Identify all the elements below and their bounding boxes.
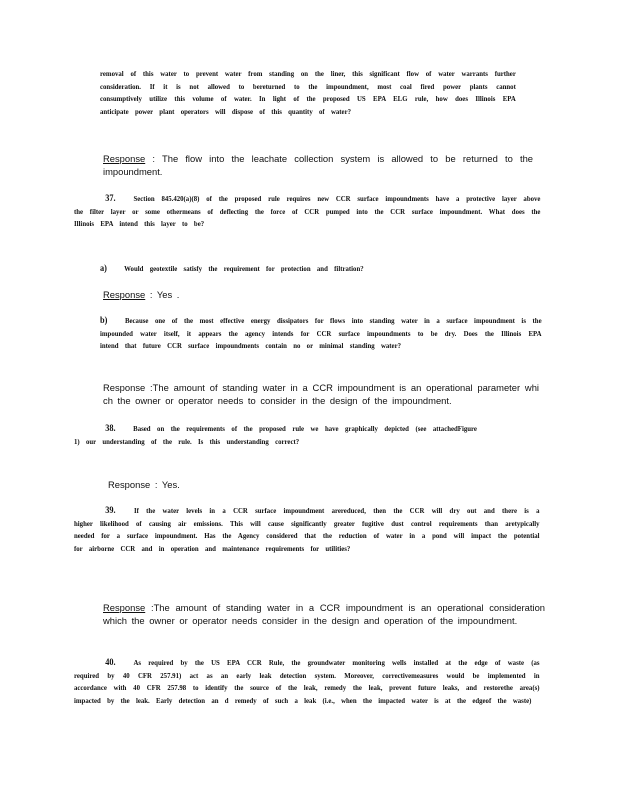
response-label: Response bbox=[103, 602, 146, 613]
subquestion-letter: b) bbox=[100, 315, 108, 325]
response-text: : Yes. bbox=[154, 479, 180, 490]
subquestion-text: Would geotextile satisfy the requirement for protection and filtration? bbox=[124, 264, 364, 273]
question-text: Section 845.420(a)(8) of the proposed rule requires new CCR surface impoundments have a protective layer above the filter layer or some othermeans of deflecting the force of CCR pumped into the CCR surface impoundment. What does the Illinois EPA intend this layer to be? bbox=[74, 194, 541, 229]
question-37b bbox=[100, 314, 542, 353]
response-label: Response bbox=[103, 289, 146, 300]
question-38 bbox=[74, 422, 477, 448]
question-text: removal of this water to prevent water from standing on the liner, this significant flow of water warrants further consideration. If it is not allowed to bereturned to the impoundment, most coal fired power plants cannot consumptively utilize this volume of water. In light of the proposed US EPA ELG rule, how does Illinois EPA anticipate power plant operators will dispose of this quantity of water? bbox=[100, 69, 516, 116]
question-number: 39. bbox=[105, 505, 116, 515]
subquestion-text: Because one of the most effective energy dissipators for flows into standing water in a surface impoundment is the impounded water itself, it appears the agency intends for CCR surface impoundments to be dry. Does the Illinois EPA intend that future CCR surface impoundments contain no or minimal standing water? bbox=[100, 316, 542, 351]
question-text: As required by the US EPA CCR Rule, the groundwater monitoring wells installed at the edge of waste (as required by 40 CFR 257.91) act as an early leak detection system. Moreover, correctivemeasures would be implemented in accordance with 40 CFR 257.98 to identify the source of the leak, remedy the leak, prevent future leaks, and restorethe area(s) impacted by the leak. Early detection an d remedy of such a leak (i.e., when the impacted water is at the edgeof the waste) bbox=[74, 658, 540, 705]
response-paragraph bbox=[103, 152, 533, 178]
response-text: :The amount of standing water in a CCR impoundment is an operational consideration which the owner or operator needs consider in the design and operation of the impoundment. bbox=[103, 602, 546, 627]
question-37a bbox=[100, 262, 486, 276]
question-continuation bbox=[100, 68, 516, 118]
response-label: Response bbox=[108, 479, 151, 490]
question-number: 37. bbox=[105, 193, 116, 203]
subquestion-letter: a) bbox=[100, 263, 107, 273]
response-label: Response bbox=[103, 382, 146, 393]
question-number: 40. bbox=[105, 657, 116, 667]
question-text: If the water levels in a CCR surface impoundment arereduced, then the CCR will dry out and there is a higher likelihood of causing air emissions. This will cause significantly greater fugitive dust control requirements than aretypically needed for a surface impoundment. Has the Agency considered that the reduction of water in a pond will impact the potential for airborne CCR and in operation and maintenance requirements for utilities? bbox=[74, 506, 540, 553]
response-paragraph bbox=[103, 381, 539, 407]
response-paragraph bbox=[103, 288, 303, 301]
question-40 bbox=[74, 656, 540, 707]
response-paragraph bbox=[103, 601, 545, 627]
question-text: Based on the requirements of the proposed rule we have graphically depicted (see attachedFigure 1) our understanding of the rule. Is this understanding correct? bbox=[74, 424, 477, 446]
response-text: : The flow into the leachate collection system is allowed to be returned to the impoundment. bbox=[103, 153, 533, 178]
question-37 bbox=[74, 192, 540, 231]
response-label: Response bbox=[103, 153, 146, 164]
response-paragraph bbox=[108, 478, 308, 491]
response-text: : Yes . bbox=[149, 289, 180, 300]
question-39 bbox=[74, 504, 540, 555]
question-number: 38. bbox=[105, 423, 116, 433]
response-text: :The amount of standing water in a CCR impoundment is an operational parameter whi ch the owner or operator needs to consider in the design of the impoundment. bbox=[103, 382, 539, 407]
